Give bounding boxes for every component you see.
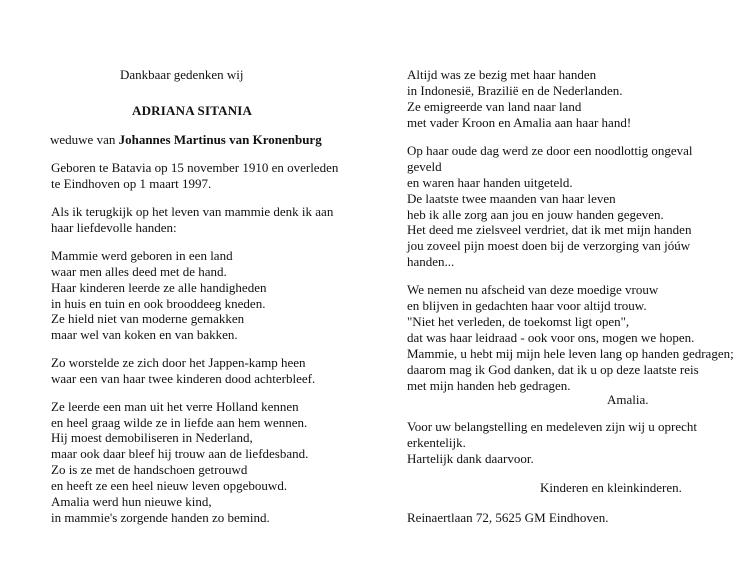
poem-line: Ze leerde een man uit het verre Holland kennen <box>51 399 299 414</box>
poem-line: Hij moest demobiliseren in Nederland, <box>51 430 253 445</box>
poem-line: waar men alles deed met de hand. <box>51 264 227 279</box>
intro-line: haar liefdevolle handen: <box>51 220 177 235</box>
poem-line: Amalia werd hun nieuwe kind, <box>51 494 212 509</box>
poem-line: jou zoveel pijn moest doen bij de verzorging van jóúw <box>407 238 691 253</box>
poem-line: Mammie werd geboren in een land <box>51 248 233 263</box>
widow-prefix: weduwe van <box>50 132 116 147</box>
poem-line: in huis en tuin en ook brooddeeg kneden. <box>51 296 266 311</box>
address-line: Reinaertlaan 72, 5625 GM Eindhoven. <box>407 510 609 525</box>
heading-intro: Dankbaar gedenken wij <box>120 67 244 82</box>
poem-line: waar een van haar twee kinderen dood achterbleef. <box>51 371 316 386</box>
poem-line: en heeft ze een heel nieuw leven opgebouwd. <box>51 478 288 493</box>
birth-death-line: Geboren te Batavia op 15 november 1910 en overleden <box>51 160 339 175</box>
poem-line: Mammie, u hebt mij mijn hele leven lang op handen gedragen; <box>407 346 734 361</box>
poem-line: maar wel van koken en van bakken. <box>51 327 238 342</box>
poem-line: We nemen nu afscheid van deze moedige vrouw <box>407 282 659 297</box>
poem-line: en blijven in gedachten haar voor altijd trouw. <box>407 298 647 313</box>
thanks-line: Voor uw belangstelling en medeleven zijn wij u oprecht <box>407 419 698 434</box>
poem-line: en heel graag wilde ze in liefde aan hem wennen. <box>51 415 308 430</box>
spouse-name: Johannes Martinus van Kronenburg <box>118 132 322 147</box>
poem-line: "Niet het verleden, de toekomst ligt open", <box>407 314 630 329</box>
poem-line: handen... <box>407 254 455 269</box>
widow-line <box>50 132 322 147</box>
poem-line: en waren haar handen uitgeteld. <box>407 175 573 190</box>
intro-line: Als ik terugkijk op het leven van mammie denk ik aan <box>51 204 334 219</box>
birth-death-line: te Eindhoven op 1 maart 1997. <box>51 176 212 191</box>
poem-line: Ze hield niet van moderne gemakken <box>51 311 245 326</box>
signature: Amalia. <box>607 392 649 407</box>
poem-line: Het deed me zielsveel verdriet, dat ik met mijn handen <box>407 222 692 237</box>
thanks-line: Hartelijk dank daarvoor. <box>407 451 534 466</box>
poem-line: in Indonesië, Brazilië en de Nederlanden. <box>407 83 623 98</box>
poem-line: Ze emigreerde van land naar land <box>407 99 582 114</box>
poem-line: geveld <box>407 159 442 174</box>
poem-line: De laatste twee maanden van haar leven <box>407 191 616 206</box>
poem-line: Altijd was ze bezig met haar handen <box>407 67 597 82</box>
poem-line: heb ik alle zorg aan jou en jouw handen gegeven. <box>407 207 664 222</box>
poem-line: Zo worstelde ze zich door het Jappen-kamp heen <box>51 355 306 370</box>
poem-line: met mijn handen heb gedragen. <box>407 378 571 393</box>
deceased-name: ADRIANA SITANIA <box>132 103 253 118</box>
poem-line: in mammie's zorgende handen zo bemind. <box>51 510 270 525</box>
poem-line: maar ook daar bleef hij trouw aan de liefdesband. <box>51 446 309 461</box>
poem-line: Op haar oude dag werd ze door een noodlottig ongeval <box>407 143 693 158</box>
poem-line: dat was haar leidraad - ook voor ons, mogen we hopen. <box>407 330 695 345</box>
poem-line: met vader Kroon en Amalia aan haar hand! <box>407 115 632 130</box>
family-line: Kinderen en kleinkinderen. <box>540 480 682 495</box>
poem-line: Zo is ze met de handschoen getrouwd <box>51 462 248 477</box>
thanks-line: erkentelijk. <box>407 435 466 450</box>
poem-line: daarom mag ik God danken, dat ik u op deze laatste reis <box>407 362 699 377</box>
poem-line: Haar kinderen leerde ze alle handigheden <box>51 280 267 295</box>
